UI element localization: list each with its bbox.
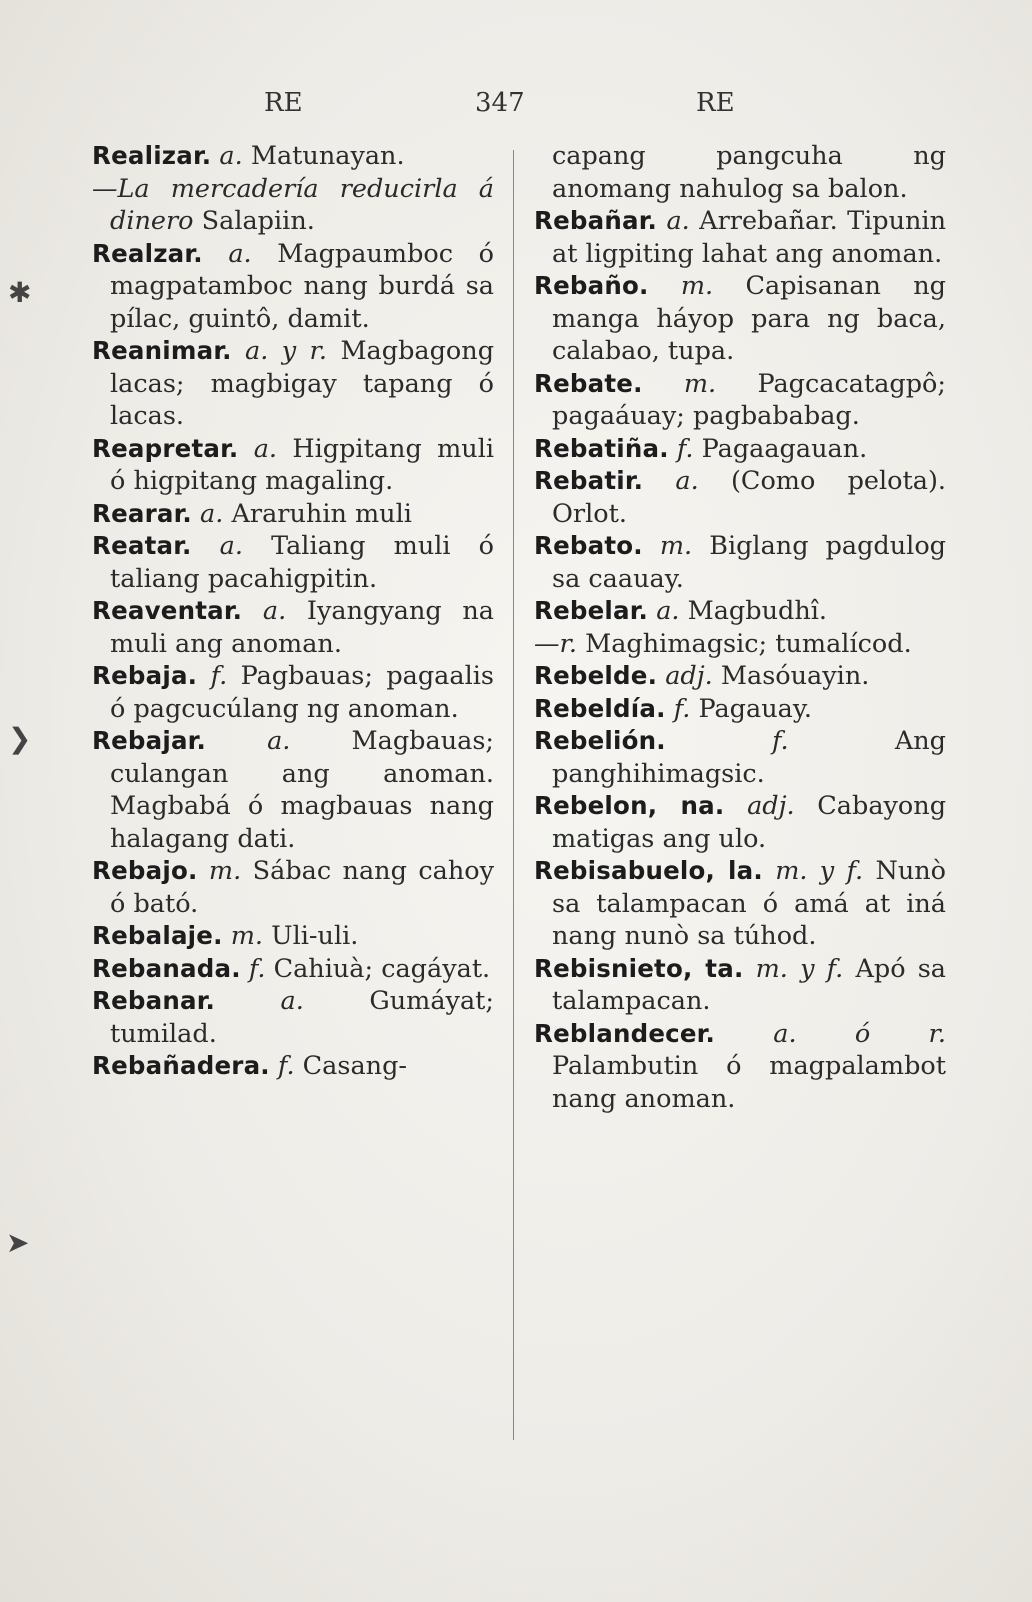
right-column-entries	[534, 205, 946, 1115]
definition: Magbagong lacas; magbigay tapang ó lacas.	[110, 336, 495, 431]
dictionary-entry	[92, 498, 494, 531]
grammar-label: a.	[280, 986, 304, 1016]
dictionary-entry	[534, 725, 946, 790]
dictionary-entry	[534, 530, 946, 595]
grammar-label: a.	[262, 596, 287, 626]
grammar-label: a.	[253, 433, 278, 464]
header-left-guide-word: RE	[264, 88, 303, 118]
dictionary-entry	[534, 1018, 946, 1116]
definition: Nunò sa talampacan ó amá at iná nang nunò sa túhod.	[552, 856, 947, 951]
grammar-label: a. ó r.	[773, 1018, 947, 1049]
definition: Apó sa talampacan.	[552, 953, 946, 1016]
headword: Rebelon, na.	[534, 791, 725, 820]
headword: Rebato.	[534, 531, 643, 560]
headword: Reblandecer.	[534, 1018, 715, 1048]
grammar-label: m.	[208, 856, 242, 886]
headword: Rebaja.	[92, 661, 198, 690]
grammar-label: a.	[267, 726, 291, 756]
grammar-label: a.	[219, 531, 243, 561]
dictionary-entry	[534, 205, 946, 270]
definition: Magbudhî.	[687, 596, 828, 626]
margin-mark-icon: ❯	[8, 722, 32, 755]
grammar-label: f.	[210, 661, 228, 691]
headword: Rebalaje.	[92, 921, 223, 950]
grammar-label: m. y f.	[775, 856, 864, 886]
grammar-label: adj.	[747, 791, 795, 821]
definition: Biglang pagdulog sa caauay.	[552, 531, 946, 594]
headword: Reaventar.	[92, 596, 243, 625]
definition: Sábac nang cahoy ó bató.	[110, 856, 494, 919]
definition: Arrebañar. Tipunin at ligpiting lahat ang anoman.	[552, 206, 946, 269]
headword: Rebatir.	[534, 466, 644, 495]
dictionary-entry	[92, 530, 494, 595]
grammar-label: a.	[656, 596, 680, 626]
dictionary-entry	[92, 335, 494, 433]
grammar-label: a.	[219, 141, 243, 171]
definition: Gumáyat; tumilad.	[110, 986, 494, 1049]
headword: Rebate.	[534, 368, 643, 398]
grammar-label: —La mercadería reducirla á dinero	[92, 173, 494, 236]
column-divider	[513, 150, 514, 1440]
dictionary-entry	[92, 595, 494, 660]
headword: Rebisnieto, ta.	[534, 953, 744, 983]
margin-mark-icon: ➤	[6, 1226, 30, 1259]
definition: Cabayong matigas ang ulo.	[552, 791, 947, 854]
headword: Rebelión.	[534, 726, 666, 755]
definition: Capisanan ng manga háyop para ng baca, calabao, tupa.	[552, 271, 947, 366]
dictionary-entry	[92, 140, 494, 173]
definition: Palambutin ó magpalambot nang anoman.	[552, 1051, 946, 1114]
definition: Maghimagsic; tumalícod.	[585, 628, 912, 659]
definition: Higpitang muli ó higpitang magaling.	[110, 433, 495, 496]
dictionary-entry	[534, 595, 946, 628]
definition: Cahiuà; cagáyat.	[273, 953, 491, 984]
left-column	[92, 140, 494, 1083]
right-column	[534, 140, 946, 1115]
dictionary-entry	[534, 270, 946, 368]
definition: Matunayan.	[250, 141, 405, 171]
definition: Magpaumboc ó magpatamboc nang burdá sa pílac, guintô, damit.	[110, 238, 495, 334]
continued-definition: capang pangcuha ng anomang nahulog sa balon.	[552, 141, 946, 204]
headword: Rebanada.	[92, 953, 241, 983]
grammar-label: m. y f.	[755, 953, 844, 984]
definition: Masóuayin.	[720, 661, 870, 691]
page-number: 347	[475, 88, 525, 118]
dictionary-entry	[92, 953, 494, 986]
definition: Pagbauas; pagaalis ó pagcucúlang ng anoman.	[110, 661, 494, 724]
headword: Rebañar.	[534, 206, 658, 235]
grammar-label: m.	[659, 531, 693, 561]
dictionary-entry	[534, 953, 946, 1018]
dictionary-entry	[92, 660, 494, 725]
dictionary-entry	[534, 855, 946, 953]
dictionary-entry	[534, 433, 946, 466]
dictionary-entry	[92, 433, 494, 498]
grammar-label: f.	[673, 693, 691, 724]
definition: (Como pelota). Orlot.	[552, 466, 946, 529]
grammar-label: a. y r.	[245, 336, 328, 366]
dictionary-entry	[534, 628, 946, 661]
headword: Reapretar.	[92, 433, 239, 463]
headword: Rebajar.	[92, 726, 206, 755]
grammar-label: f.	[248, 953, 266, 984]
dictionary-entry	[534, 465, 946, 530]
headword: Rebelde.	[534, 661, 658, 690]
grammar-label: a.	[228, 238, 252, 269]
grammar-label: adj.	[665, 661, 713, 691]
dictionary-entry	[92, 173, 494, 238]
definition: Pagauay.	[698, 693, 812, 724]
grammar-label: a.	[200, 498, 224, 529]
grammar-label: m.	[680, 271, 714, 301]
running-header	[260, 88, 760, 128]
definition: Pagcacatagpô; pagaáuay; pagbababag.	[552, 368, 947, 431]
definition: Magbauas; culangan ang anoman. Magbabá ó magbauas nang halagang dati.	[110, 726, 495, 854]
headword: Reanimar.	[92, 336, 232, 365]
definition: Araruhin muli	[231, 498, 412, 529]
grammar-label: a.	[666, 206, 690, 236]
header-right-guide-word: RE	[696, 88, 735, 118]
headword: Rearar.	[92, 498, 192, 528]
headword: Rebaño.	[534, 271, 649, 300]
headword: Rebañadera.	[92, 1051, 270, 1080]
headword: Rebanar.	[92, 986, 216, 1015]
headword: Rebisabuelo, la.	[534, 856, 763, 885]
dictionary-entry	[92, 1050, 494, 1083]
dictionary-entry	[534, 660, 946, 693]
definition: Ang panghihimagsic.	[552, 726, 947, 789]
definition: Taliang muli ó taliang pacahigpitin.	[110, 531, 494, 594]
grammar-label: m.	[230, 921, 264, 951]
grammar-label: f.	[772, 726, 789, 756]
dictionary-entry	[92, 238, 494, 336]
definition: Pagaagauan.	[701, 433, 868, 464]
headword: Reatar.	[92, 531, 192, 560]
headword: Rebatiña.	[534, 433, 669, 463]
grammar-label: a.	[675, 466, 699, 496]
headword: Realizar.	[92, 141, 212, 170]
definition: Salapiin.	[201, 206, 315, 236]
grammar-label: —r.	[534, 628, 577, 659]
definition: Uli-uli.	[271, 921, 359, 951]
dictionary-entry	[92, 725, 494, 855]
grammar-label: m.	[683, 368, 717, 399]
definition: Iyangyang na muli ang anoman.	[110, 596, 495, 659]
dictionary-entry	[92, 985, 494, 1050]
dictionary-entry	[92, 855, 494, 920]
headword: Realzar.	[92, 238, 203, 268]
headword: Rebajo.	[92, 856, 198, 885]
dictionary-entry	[534, 693, 946, 726]
margin-mark-icon: ✱	[8, 276, 32, 309]
grammar-label: f.	[277, 1051, 295, 1081]
grammar-label: f.	[676, 433, 694, 464]
dictionary-entry	[534, 368, 946, 433]
dictionary-entry	[92, 920, 494, 953]
dictionary-entry	[534, 790, 946, 855]
headword: Rebeldía.	[534, 693, 666, 723]
definition: Casang-	[302, 1051, 408, 1081]
headword: Rebelar.	[534, 596, 649, 625]
